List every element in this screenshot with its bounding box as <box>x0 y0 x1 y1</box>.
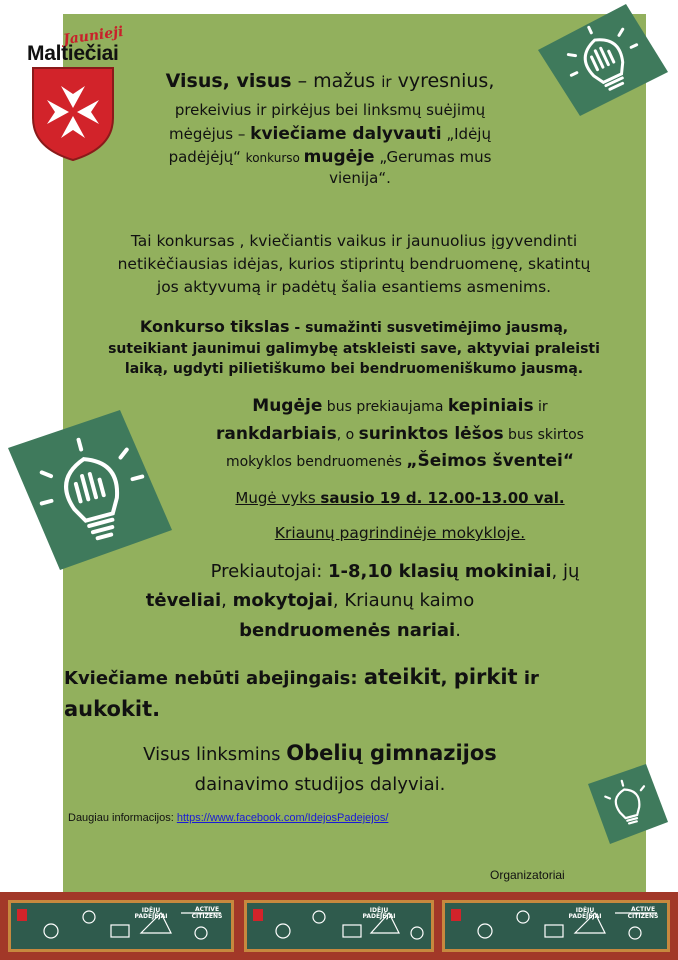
logo-jaunieji-text: Jaunieji <box>62 23 125 49</box>
goal-line-2: suteikiant jaunimui galimybę atskleisti save, aktyviai praleisti <box>108 341 600 357</box>
invite-line-1: Kviečiame nebūti abejingais: ateikit, pirkit ir <box>64 665 539 689</box>
maltese-cross-shield-icon <box>29 66 117 162</box>
board-idejos-text: IDĖJŲ PADĖJĖJAI <box>568 907 602 920</box>
intro-line-4: padėjėjų“ konkurso mugėje „Gerumas mus <box>168 147 492 167</box>
when-line: Mugė vyks sausio 19 d. 12.00-13.00 val. <box>235 489 565 507</box>
board-citizens-text: CITIZENS <box>191 913 223 920</box>
sellers-line-2: tėveliai, mokytojai, Kriaunų kaimo <box>145 590 475 611</box>
fair-line-1: Mugėje bus prekiaujama kepiniais ir <box>252 396 548 416</box>
lightbulb-hand-icon <box>538 4 668 116</box>
about-line-2: netikėčiausias idėjas, kurios stiprintų bendruomenę, skatintų <box>117 255 591 273</box>
facebook-link[interactable]: https://www.facebook.com/IdejosPadejejos/ <box>176 812 389 824</box>
chalkboard-panel <box>442 900 670 952</box>
goal-line-3: laiką, ugdyti pilietiškumo bei bendruomeniškumo jausmą. <box>124 361 584 377</box>
where-line: Kriaunų pagrindinėje mokykloje. <box>274 524 526 542</box>
sellers-line-3: bendruomenės nariai. <box>239 620 461 641</box>
goal-line-1: Konkurso tikslas - sumažinti susvetimėjimo jausmą, <box>139 317 569 336</box>
organizers-label: Organizatoriai <box>490 868 565 882</box>
invite-line-2: aukokit. <box>64 697 161 721</box>
fair-line-2: rankdarbiais, o surinktos lėšos bus skirtos <box>216 424 584 444</box>
chalkboard-doodles-icon <box>247 903 431 949</box>
board-active-text: ACTIVE <box>194 906 220 913</box>
about-line-3: jos aktyvumą ir padėtų šalia esantiems asmenims. <box>156 278 552 296</box>
fair-line-3: mokyklos bendruomenės „Šeimos šventei“ <box>225 451 575 471</box>
intro-line-3: mėgėjus – kviečiame dalyvauti „Idėjų <box>169 124 491 144</box>
intro-line-1: Visus, visus – mažus ir vyresnius, <box>165 70 495 92</box>
chalkboard-panel <box>8 900 234 952</box>
more-info-line: Daugiau informacijos: https://www.facebook.com/IdejosPadejejos/ <box>68 812 389 824</box>
logo-name: Maltiečiai <box>27 42 119 65</box>
intro-line-2: prekeivius ir pirkėjus bei linksmų suėjimų <box>174 101 486 119</box>
footer-banner <box>0 892 678 960</box>
board-active-text: ACTIVE <box>630 906 656 913</box>
board-idejos-text: IDĖJŲ PADĖJĖJAI <box>362 907 396 920</box>
about-line-1: Tai konkursas , kviečiantis vaikus ir jaunuolius įgyvendinti <box>130 232 578 250</box>
board-citizens-text: CITIZENS <box>627 913 659 920</box>
lightbulb-hand-icon <box>8 410 172 570</box>
board-idejos-text: IDĖJŲ PADĖJĖJAI <box>134 907 168 920</box>
intro-line-5: vienija“. <box>329 169 391 187</box>
chalkboard-panel <box>244 900 434 952</box>
music-line-2: dainavimo studijos dalyviai. <box>194 774 446 795</box>
lightbulb-hand-icon <box>588 764 668 844</box>
malteciai-logo <box>25 23 125 173</box>
music-line-1: Visus linksmins Obelių gimnazijos <box>143 741 497 765</box>
sellers-line-1: Prekiautojai: 1-8,10 klasių mokiniai, jų <box>210 561 580 582</box>
